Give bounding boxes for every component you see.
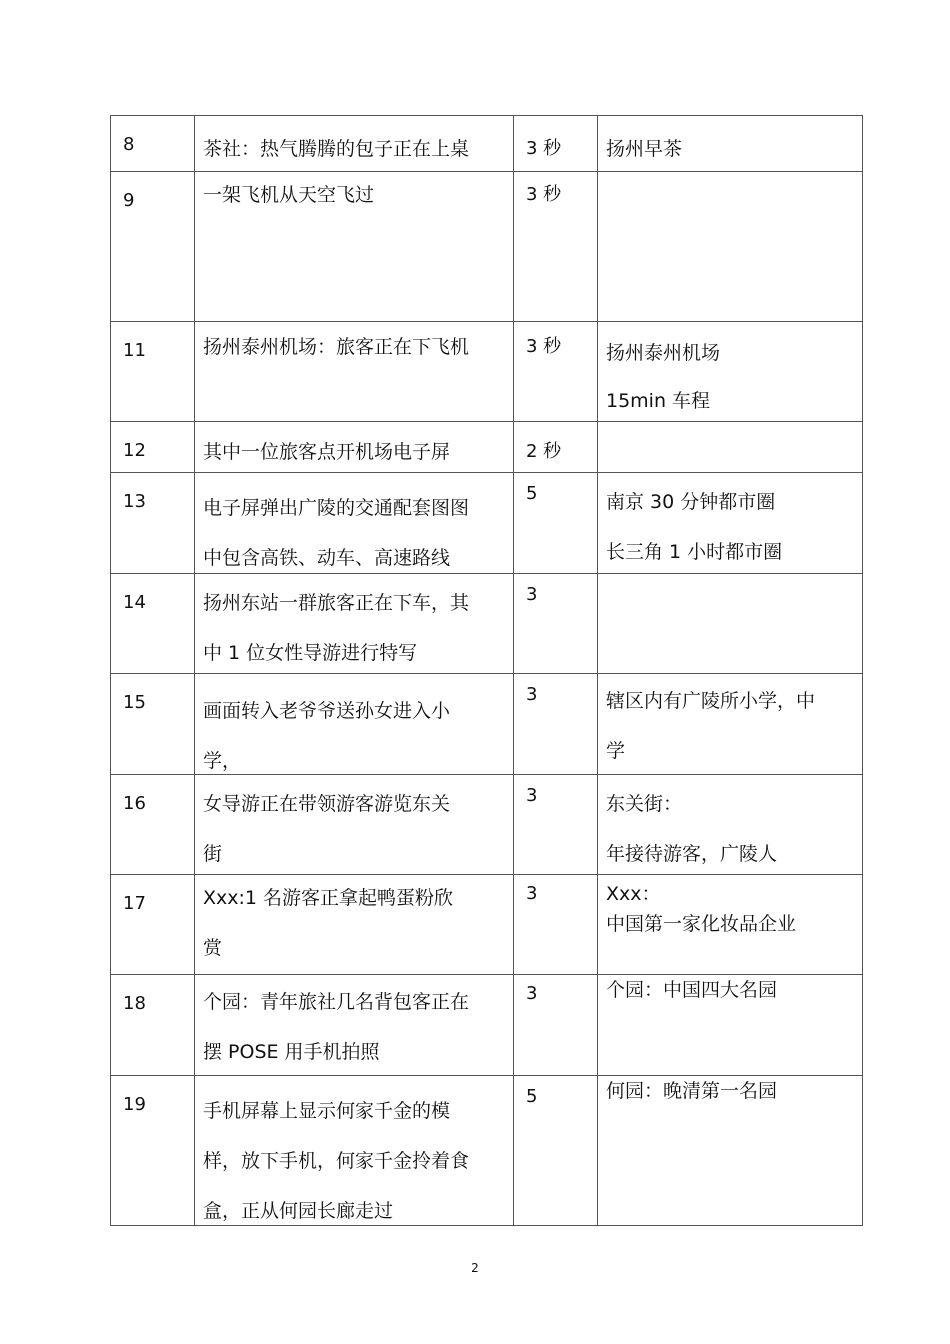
shot-number-cell [111,875,195,975]
shot-number-cell [111,1076,195,1226]
table-row [111,172,863,322]
shot-number-cell [111,574,195,674]
shot-number-cell [111,422,195,473]
description-line: 样，放下手机，何家千金拎着食 [203,1150,470,1172]
description-line: 中 1 位女性导游进行特写 [203,642,418,664]
shot-description-cell [195,322,514,422]
caption-cell [598,172,863,322]
duration-cell [514,775,598,875]
caption-line: 东关街： [606,793,683,815]
description-line: 中包含高铁、动车、高速路线 [203,547,451,569]
shot-number: 9 [123,190,135,211]
duration: 3 [526,584,538,605]
description-line: 一架飞机从天空飞过 [203,184,375,206]
description-line: 其中一位旅客点开机场电子屏 [203,441,451,463]
shot-number: 13 [123,491,146,512]
duration: 3 秒 [526,336,562,357]
description-line: 个园：青年旅社几名背包客正在 [203,991,470,1013]
shot-number-cell [111,172,195,322]
description-line: 茶社：热气腾腾的包子正在上桌 [203,138,470,160]
storyboard-table-body [111,116,863,1226]
description-line: 赏 [203,937,223,959]
shot-description-cell [195,172,514,322]
duration-cell [514,674,598,775]
duration-cell [514,422,598,473]
shot-number-cell [111,775,195,875]
caption-line: 个园：中国四大名园 [606,979,778,1001]
duration-cell [514,322,598,422]
caption-line: 长三角 1 小时都市圈 [606,541,783,563]
shot-number: 12 [123,440,146,461]
shot-number: 15 [123,692,146,713]
caption-cell [598,574,863,674]
table-row [111,473,863,574]
caption-cell [598,1076,863,1226]
shot-description-cell [195,574,514,674]
caption-line: 中国第一家化妆品企业 [606,913,797,935]
duration: 3 [526,983,538,1004]
shot-description-cell [195,775,514,875]
shot-number: 14 [123,592,146,613]
shot-description-cell [195,875,514,975]
description-line: 扬州泰州机场：旅客正在下飞机 [203,336,470,358]
description-line: 盒，正从何园长廊走过 [203,1200,394,1222]
caption-line: 扬州泰州机场 [606,342,721,364]
shot-number: 11 [123,340,146,361]
caption-cell [598,116,863,172]
shot-description-cell [195,975,514,1076]
shot-number: 18 [123,993,146,1014]
description-line: 女导游正在带领游客游览东关 [203,793,451,815]
duration: 2 秒 [526,441,562,462]
caption-line: Xxx： [606,883,661,905]
shot-number: 17 [123,893,146,914]
duration-cell [514,975,598,1076]
shot-number-cell [111,473,195,574]
shot-number-cell [111,975,195,1076]
shot-number: 8 [123,134,135,155]
duration: 3 [526,785,538,806]
duration: 5 [526,483,538,504]
duration-cell [514,1076,598,1226]
description-line: 手机屏幕上显示何家千金的模 [203,1100,451,1122]
duration: 3 [526,883,538,904]
caption-line: 15min 车程 [606,390,711,412]
description-line: 摆 POSE 用手机拍照 [203,1041,380,1063]
shot-description-cell [195,1076,514,1226]
shot-number-cell [111,322,195,422]
table-row [111,674,863,775]
caption-line: 辖区内有广陵所小学，中 [606,690,816,712]
duration: 3 秒 [526,138,562,159]
caption-cell [598,975,863,1076]
table-row [111,422,863,473]
caption-line: 学 [606,740,626,762]
table-row [111,775,863,875]
shot-description-cell [195,473,514,574]
table-row [111,116,863,172]
duration: 3 [526,684,538,705]
storyboard-table [110,115,863,1226]
description-line: Xxx:1 名游客正拿起鸭蛋粉欣 [203,887,454,909]
shot-number-cell [111,116,195,172]
caption-line: 年接待游客，广陵人 [606,843,778,865]
caption-cell [598,422,863,473]
duration-cell [514,116,598,172]
table-row [111,875,863,975]
table-row [111,1076,863,1226]
caption-line: 扬州早茶 [606,138,683,160]
description-line: 学， [203,750,242,772]
shot-number: 16 [123,793,146,814]
caption-cell [598,875,863,975]
duration: 5 [526,1086,538,1107]
shot-number-cell [111,674,195,775]
description-line: 画面转入老爷爷送孙女进入小 [203,700,451,722]
duration: 3 秒 [526,184,562,205]
shot-description-cell [195,422,514,473]
shot-description-cell [195,116,514,172]
table-row [111,975,863,1076]
table-row [111,574,863,674]
duration-cell [514,574,598,674]
shot-description-cell [195,674,514,775]
caption-line: 南京 30 分钟都市圈 [606,491,776,513]
table-row [111,322,863,422]
caption-cell [598,473,863,574]
caption-line: 何园：晚清第一名园 [606,1080,778,1102]
caption-cell [598,322,863,422]
duration-cell [514,473,598,574]
shot-number: 19 [123,1094,146,1115]
description-line: 街 [203,843,223,865]
duration-cell [514,875,598,975]
duration-cell [514,172,598,322]
page-number: 2 [471,1261,479,1275]
caption-cell [598,674,863,775]
description-line: 扬州东站一群旅客正在下车，其 [203,592,470,614]
caption-cell [598,775,863,875]
description-line: 电子屏弹出广陵的交通配套图图 [203,497,470,519]
